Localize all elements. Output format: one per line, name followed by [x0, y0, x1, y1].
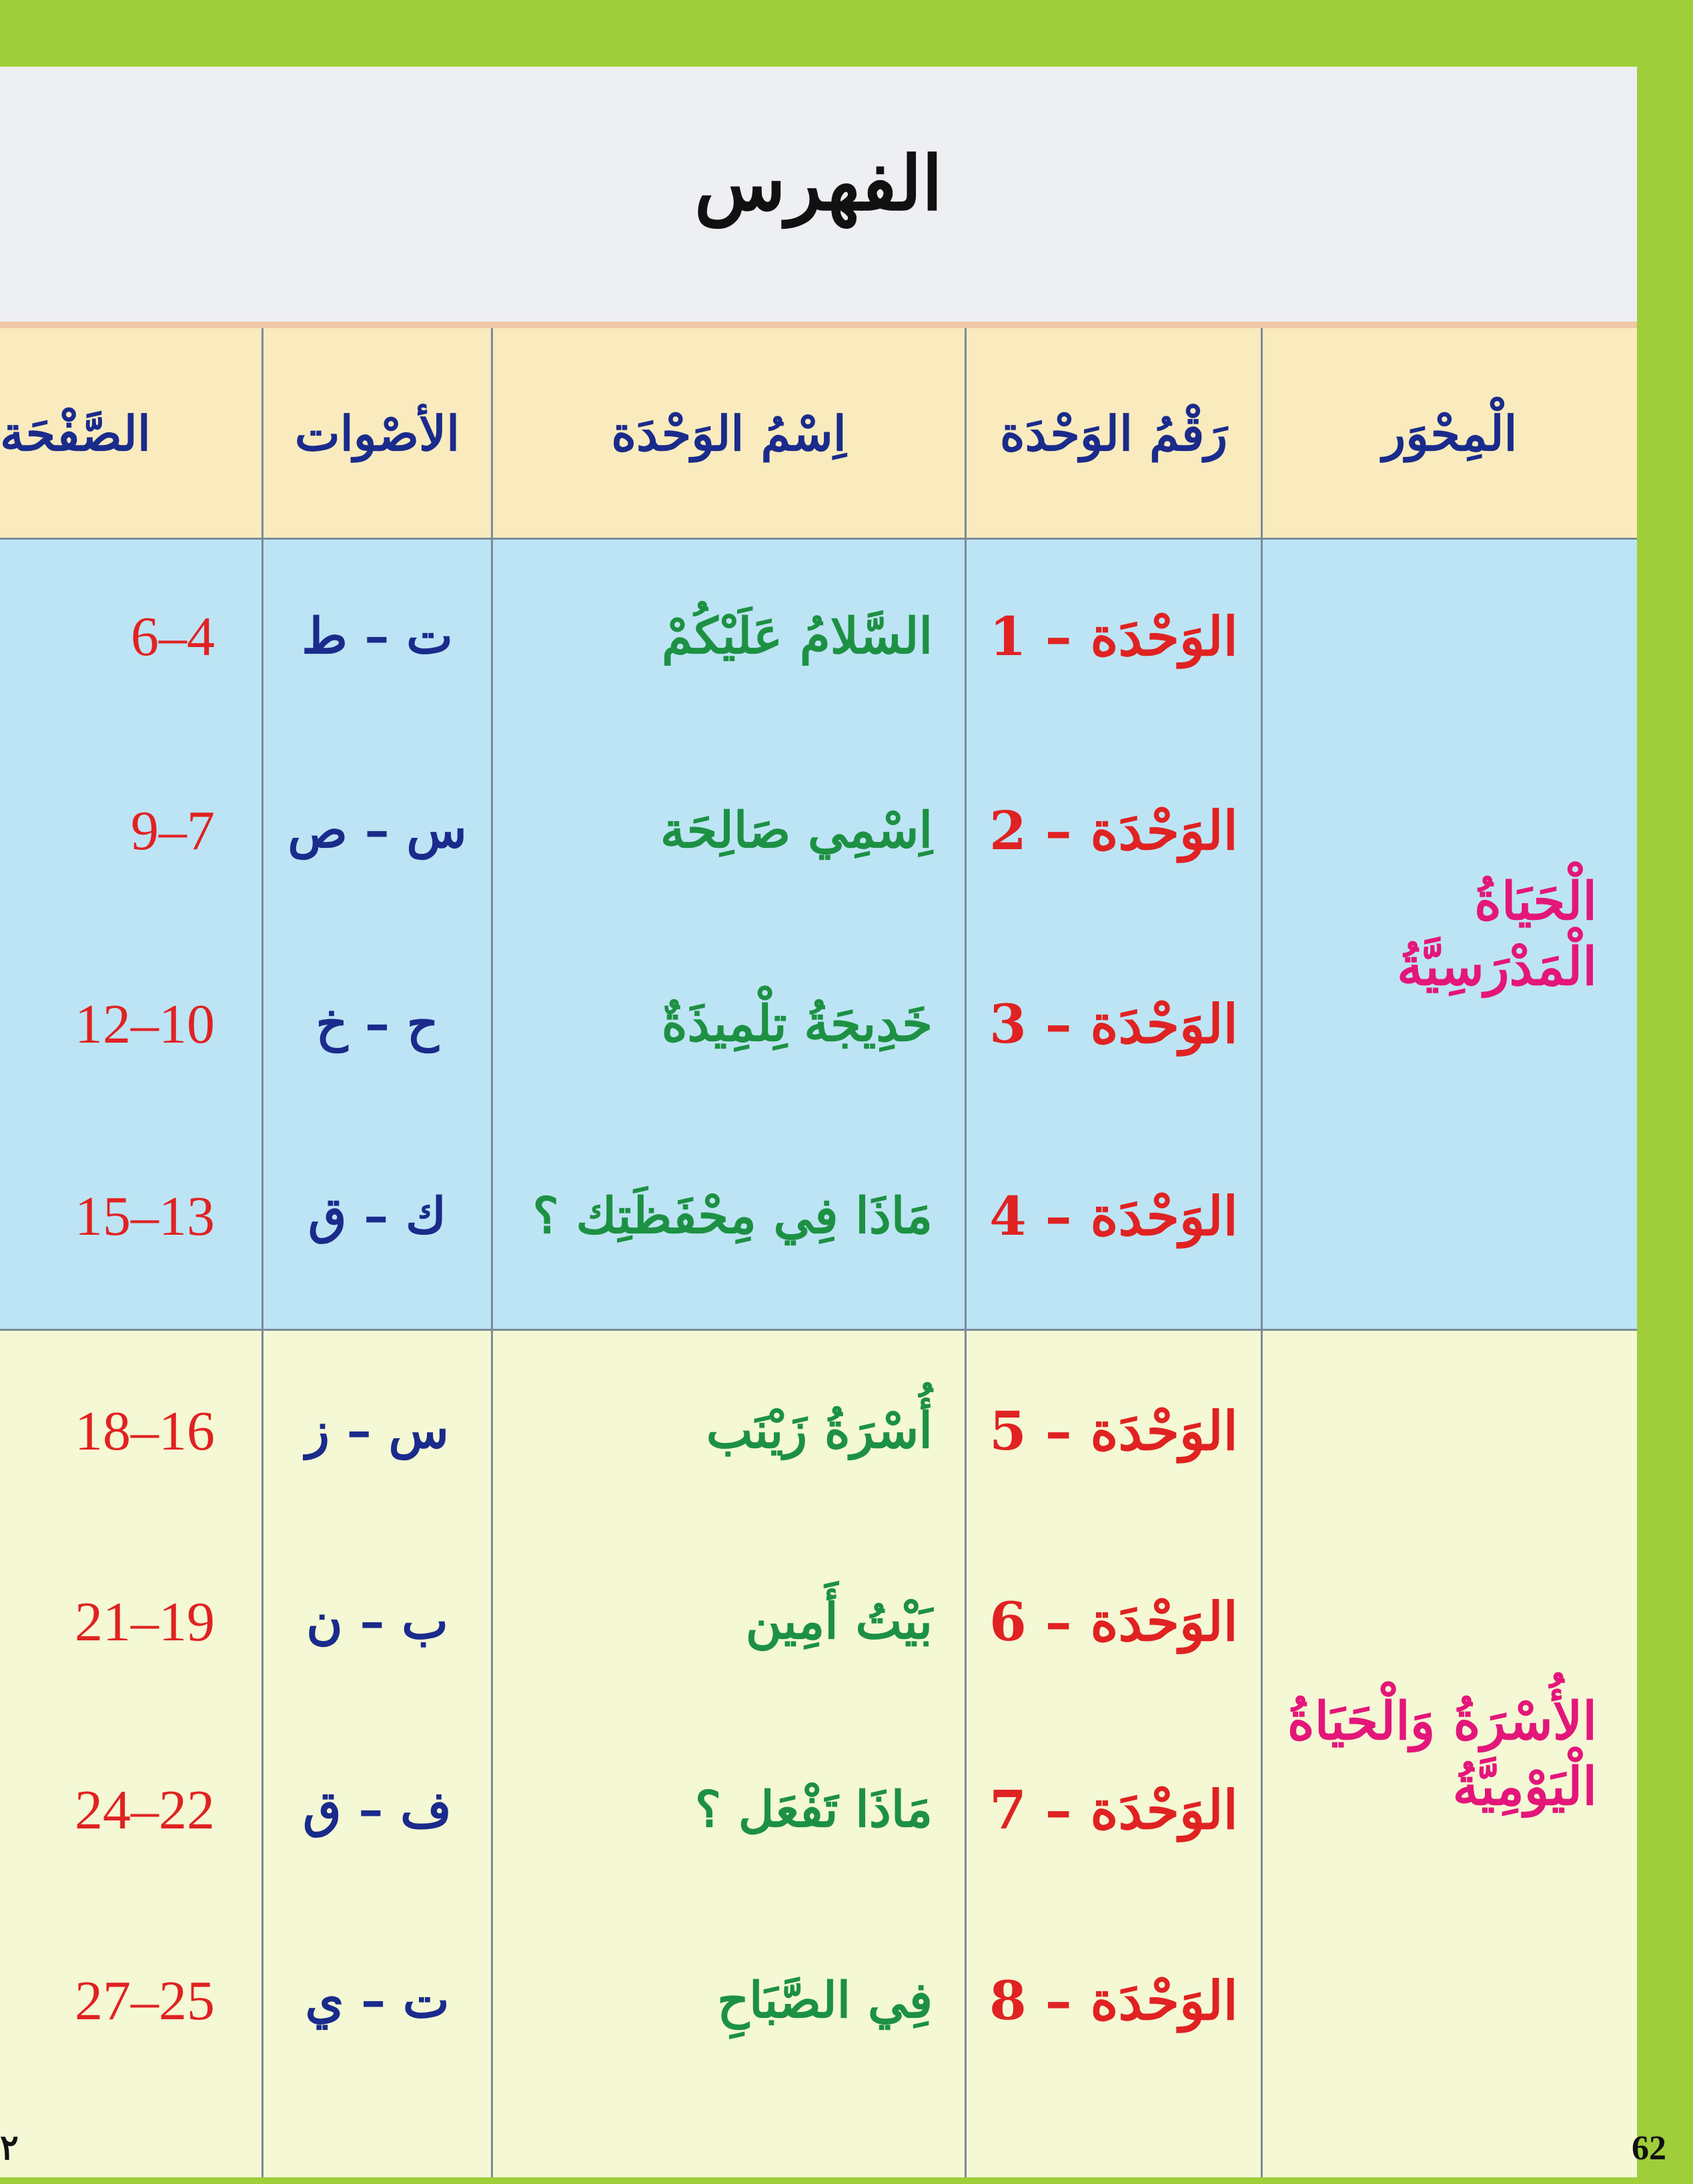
unit-pages: 12–10 — [75, 993, 215, 1055]
unit-number: الوَحْدَة – 5 — [989, 1400, 1238, 1462]
header-sounds: الأصْوات — [294, 404, 460, 462]
index-page — [0, 67, 1637, 2112]
header-unit-number: رَقْمُ الوَحْدَة — [999, 404, 1228, 462]
unit-name: اِسْمِي صَالِحَة — [660, 802, 933, 859]
unit-name: أُسْرَةُ زَيْنَب — [706, 1402, 933, 1460]
unit-sounds: ك – ق — [308, 1187, 446, 1245]
unit-sounds: ح – خ — [316, 995, 439, 1053]
unit-sounds: س – ز — [306, 1402, 449, 1460]
unit-name: بَيْتُ أَمِين — [745, 1593, 933, 1650]
unit-number: الوَحْدَة – 6 — [989, 1590, 1238, 1653]
unit-number: الوَحْدَة – 1 — [989, 605, 1238, 668]
unit-pages: 21–19 — [75, 1590, 215, 1653]
unit-pages: 9–7 — [131, 799, 215, 862]
unit-number: الوَحْدَة – 3 — [989, 993, 1238, 1055]
unit-pages: 15–13 — [75, 1185, 215, 1247]
theme-family-life: الأُسْرَةُ وَالْحَيَاةُ الْيَوْمِيَّةُ — [1287, 1691, 1597, 1817]
page-number: 62 — [1632, 2129, 1666, 2167]
unit-name: خَدِيجَةُ تِلْمِيذَةٌ — [661, 995, 933, 1053]
page-number-left: ٢ — [0, 2127, 19, 2168]
header-theme: الْمِحْوَر — [1382, 404, 1518, 462]
unit-pages: 24–22 — [75, 1778, 215, 1841]
unit-name: فِي الصَّبَاحِ — [717, 1972, 933, 2029]
unit-number: الوَحْدَة – 2 — [989, 799, 1238, 862]
unit-name: السَّلامُ عَلَيْكُمْ — [662, 608, 933, 665]
unit-pages: 27–25 — [75, 1969, 215, 2032]
unit-number: الوَحْدَة – 8 — [989, 1969, 1238, 2032]
unit-number: الوَحْدَة – 4 — [989, 1185, 1238, 1247]
unit-sounds: س – ص — [288, 802, 467, 859]
unit-name: مَاذَا تَفْعَل ؟ — [694, 1781, 933, 1838]
header-page: الصَّفْحَة — [0, 404, 151, 462]
page-title: الفهرس — [694, 140, 943, 227]
unit-sounds: ت – ي — [305, 1972, 450, 2029]
unit-sounds: ب – ن — [306, 1593, 448, 1650]
header-unit-name: اِسْمُ الوَحْدَة — [611, 404, 846, 462]
title-bar — [0, 67, 1637, 328]
unit-sounds: ف – ق — [303, 1781, 452, 1838]
unit-name: مَاذَا فِي مِحْفَظَتِك ؟ — [532, 1187, 933, 1245]
unit-number: الوَحْدَة – 7 — [989, 1778, 1238, 1841]
unit-pages: 6–4 — [131, 605, 215, 668]
theme-school-life: الْحَيَاةُ الْمَدْرَسِيَّةُ — [1397, 871, 1597, 997]
unit-sounds: ت – ط — [302, 608, 453, 665]
unit-pages: 18–16 — [75, 1400, 215, 1462]
